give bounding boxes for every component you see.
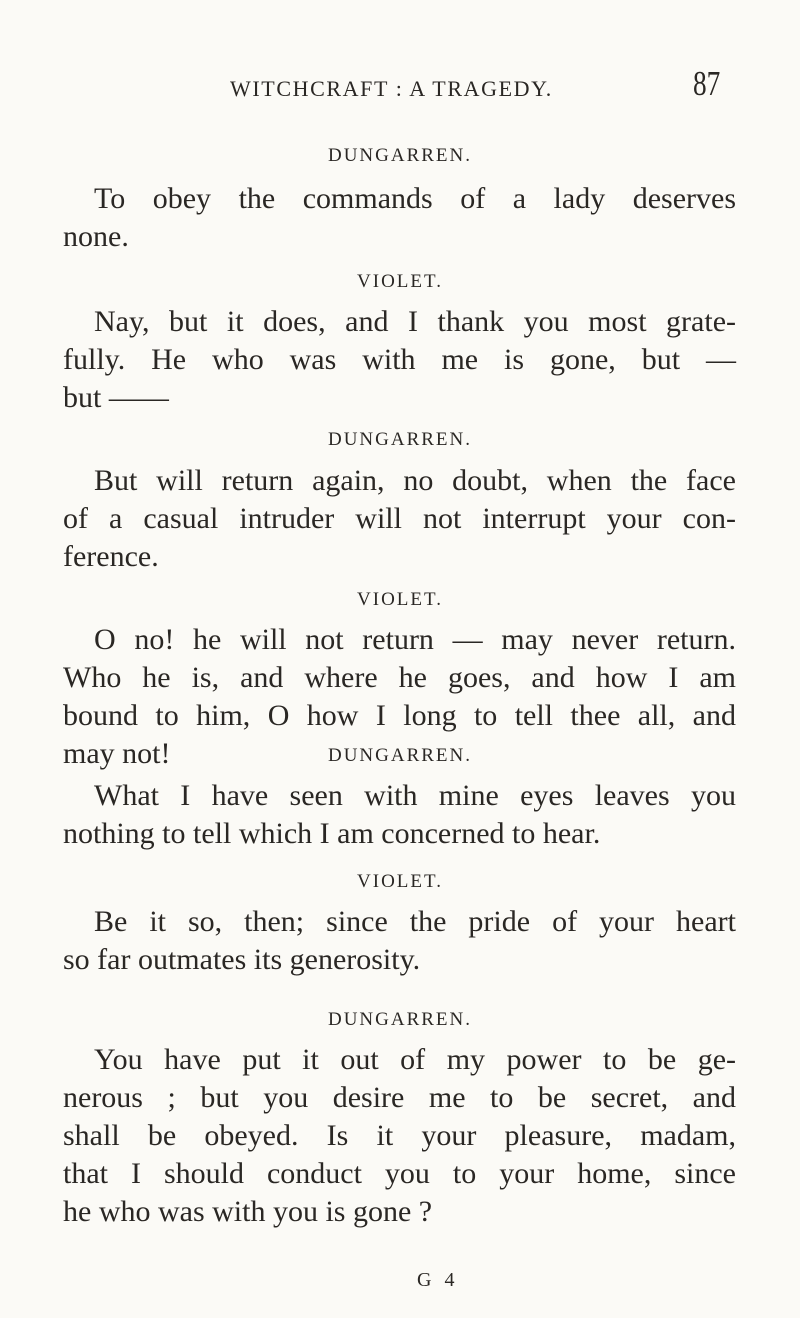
speech-line: nothing to tell which I am concerned to hear. xyxy=(63,817,601,850)
speech-line: But will return again, no doubt, when the face xyxy=(94,464,736,497)
speech-line: but —— xyxy=(63,381,169,414)
speech-block xyxy=(63,1041,736,1231)
speech-block xyxy=(63,462,736,576)
signature-mark: G 4 xyxy=(417,1269,459,1291)
running-title: WITCHCRAFT : A TRAGEDY. xyxy=(230,76,553,101)
speech-line: may not! xyxy=(63,737,171,770)
speech-line: none. xyxy=(63,220,129,253)
speech-line: ference. xyxy=(63,540,159,573)
speaker-violet: VIOLET. xyxy=(357,271,443,292)
speech-block xyxy=(63,303,736,417)
speech-line: bound to him, O how I long to tell thee all, and xyxy=(63,699,736,732)
speaker-violet: VIOLET. xyxy=(357,589,443,610)
speech-line: What I have seen with mine eyes leaves you xyxy=(94,779,736,812)
speech-line: Be it so, then; since the pride of your heart xyxy=(94,905,736,938)
speech-block xyxy=(63,903,736,979)
speaker-violet: VIOLET. xyxy=(357,871,443,892)
speech-line: so far outmates its generosity. xyxy=(63,943,421,976)
speaker-dungarren: DUNGARREN. xyxy=(327,1009,473,1030)
speech-line: he who was with you is gone ? xyxy=(63,1195,433,1228)
speech-line: To obey the commands of a lady deserves xyxy=(94,182,736,215)
speech-line: Who he is, and where he goes, and how I am xyxy=(63,661,736,694)
speech-line: You have put it out of my power to be ge- xyxy=(94,1043,736,1076)
speech-block xyxy=(63,777,736,853)
speaker-dungarren: DUNGARREN. xyxy=(327,145,473,166)
speech-line: O no! he will not return — may never return. xyxy=(94,623,736,656)
speaker-dungarren: DUNGARREN. xyxy=(327,745,473,766)
speech-line: fully. He who was with me is gone, but — xyxy=(63,343,736,376)
speech-line: of a casual intruder will not interrupt your con- xyxy=(63,502,736,535)
speech-line: nerous ; but you desire me to be secret, and xyxy=(63,1081,736,1114)
speech-block xyxy=(63,180,736,256)
speech-line: that I should conduct you to your home, since xyxy=(63,1157,736,1190)
speech-line: Nay, but it does, and I thank you most grate- xyxy=(94,305,736,338)
speech-line: shall be obeyed. Is it your pleasure, madam, xyxy=(63,1119,736,1152)
speaker-dungarren: DUNGARREN. xyxy=(327,429,473,450)
page-number: 87 xyxy=(693,64,721,103)
